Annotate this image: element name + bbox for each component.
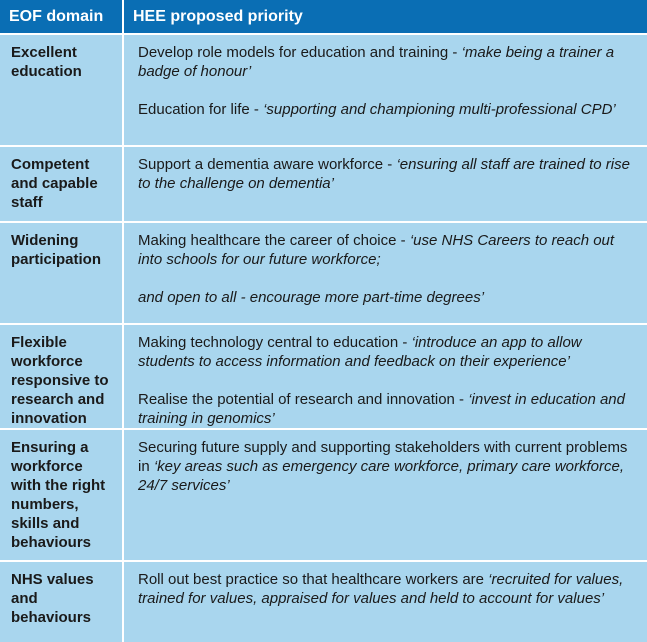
domain-cell: NHS values and behaviours: [0, 561, 123, 642]
priority-paragraph: [138, 100, 639, 119]
priority-paragraph: [138, 570, 639, 608]
priority-quote: ‘ensuring all staff are trained to rise to the challenge on dementia’: [138, 156, 630, 192]
domain-cell: Widening participation: [0, 222, 123, 324]
domain-cell: Flexible workforce responsive to research and innovation: [0, 324, 123, 429]
priority-quote: ‘make being a trainer a badge of honour’: [138, 44, 615, 80]
priority-paragraph: [138, 155, 639, 193]
priority-text: Roll out best practice so that healthcare workers are: [138, 571, 489, 588]
priority-quote: ‘introduce an app to allow students to access information and feedback on their experience’: [138, 334, 582, 370]
priority-text: Securing future supply and supporting stakeholders with current problems in: [138, 439, 628, 475]
priority-cell: [123, 222, 647, 324]
domain-cell: Ensuring a workforce with the right numbers, skills and behaviours: [0, 429, 123, 561]
priority-paragraph: [138, 43, 639, 81]
priority-text: Realise the potential of research and innovation -: [138, 391, 469, 408]
priority-paragraph: [138, 390, 639, 428]
header-row: [0, 0, 647, 34]
table-row: [0, 34, 647, 146]
priority-cell: [123, 324, 647, 429]
priority-quote: ‘invest in education and training in genomics’: [138, 391, 625, 427]
table-row: [0, 429, 647, 561]
priority-quote: ‘recruited for values, trained for values, appraised for values and held to account for values’: [138, 571, 624, 607]
table-row: [0, 146, 647, 222]
priority-text: Education for life -: [138, 101, 264, 118]
domain-cell: Competent and capable staff: [0, 146, 123, 222]
header-hee-priority: HEE proposed priority: [123, 0, 647, 34]
priority-cell: [123, 34, 647, 146]
priority-cell: [123, 561, 647, 642]
priority-quote: ‘key areas such as emergency care workforce, primary care workforce, 24/7 services’: [138, 458, 625, 494]
table-row: [0, 222, 647, 324]
priority-text: Support a dementia aware workforce -: [138, 156, 397, 173]
priority-text: Making technology central to education -: [138, 334, 412, 351]
priority-paragraph: [138, 231, 639, 269]
priority-quote: and open to all - encourage more part-time degrees’: [138, 289, 485, 306]
domain-cell: Excellent education: [0, 34, 123, 146]
priority-paragraph: [138, 333, 639, 371]
priority-cell: [123, 146, 647, 222]
priority-text: Making healthcare the career of choice -: [138, 232, 410, 249]
priority-cell: [123, 429, 647, 561]
header-eof-domain: EOF domain: [0, 0, 123, 34]
priority-paragraph: [138, 438, 639, 495]
table-row: [0, 324, 647, 429]
priority-quote: ‘use NHS Careers to reach out into schools for our future workforce;: [138, 232, 615, 268]
priority-paragraph: [138, 288, 639, 307]
priority-text: Develop role models for education and training -: [138, 44, 462, 61]
priority-quote: ‘supporting and championing multi-professional CPD’: [263, 101, 616, 118]
table-row: [0, 561, 647, 642]
